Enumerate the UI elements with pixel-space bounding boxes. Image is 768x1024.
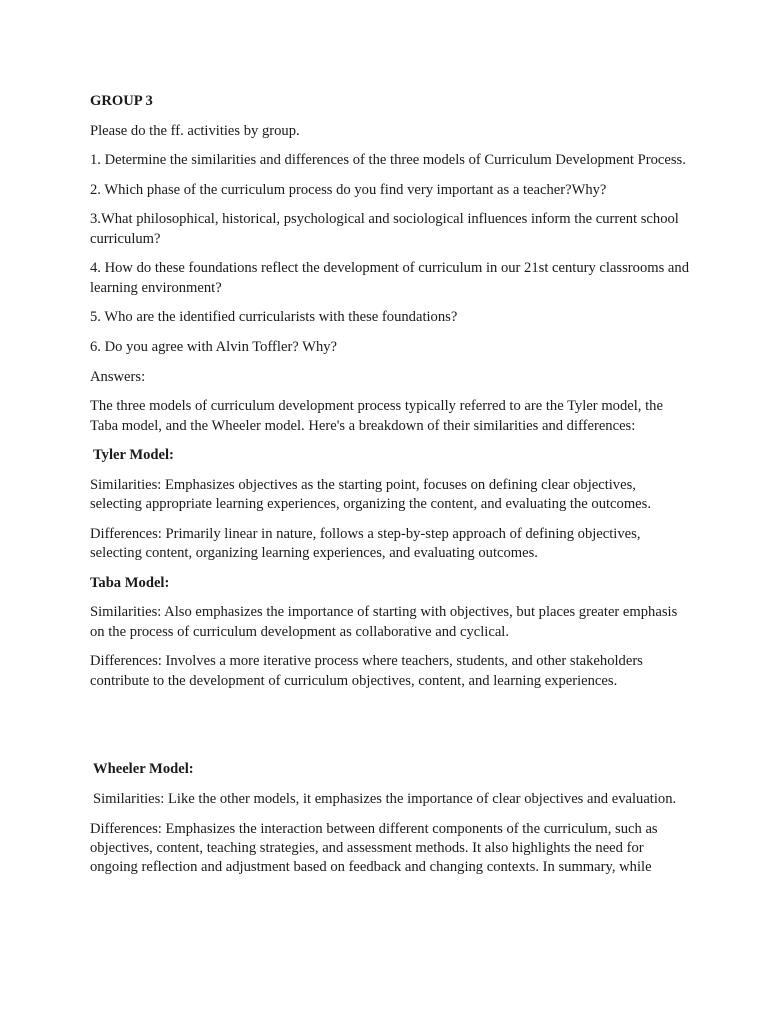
question-6: 6. Do you agree with Alvin Toffler? Why? (90, 338, 338, 355)
answers-intro: The three models of curriculum development process typically referred to are the Tyler model, the Taba model, and the Wheeler model. Here's a breakdown of their similarities and differences: (90, 398, 663, 434)
question-3: 3.What philosophical, historical, psychological and sociological influences inform the current school curriculum? (90, 211, 679, 247)
question-4: 4. How do these foundations reflect the development of curriculum in our 21st century classrooms and learning environment? (90, 260, 689, 296)
instruction-text: Please do the ff. activities by group. (90, 122, 300, 139)
group-title: GROUP 3 (90, 93, 153, 109)
wheeler-similarities: Similarities: Like the other models, it emphasizes the importance of clear objectives and evaluation. (93, 790, 677, 807)
question-2: 2. Which phase of the curriculum process do you find very important as a teacher?Why? (90, 181, 607, 198)
taba-differences: Differences: Involves a more iterative process where teachers, students, and other stakeholders contribute to the development of curriculum objectives, content, and learning experiences. (90, 653, 643, 689)
tyler-differences: Differences: Primarily linear in nature, follows a step-by-step approach of defining objectives, selecting content, organizing learning experiences, and evaluating outcomes. (90, 525, 641, 562)
answers-label: Answers: (90, 368, 146, 385)
question-5: 5. Who are the identified curricularists with these foundations? (90, 309, 458, 326)
document-page (90, 92, 690, 888)
blank-gap (90, 701, 690, 760)
question-1: 1. Determine the similarities and differences of the three models of Curriculum Development Process. (90, 152, 686, 169)
tyler-similarities: Similarities: Emphasizes objectives as the starting point, focuses on defining clear objectives, selecting appropriate learning experiences, organizing the content, and evaluating the outcomes. (90, 476, 651, 513)
taba-model-heading: Taba Model: (90, 574, 170, 591)
wheeler-differences: Differences: Emphasizes the interaction between different components of the curriculum, such as objectives, content, teaching strategies, and assessment methods. It also highlights the need for ongoing reflection and adjustment based on feedback and changing contexts. In summary, while (90, 820, 658, 876)
tyler-model-heading: Tyler Model: (93, 447, 174, 464)
wheeler-model-heading: Wheeler Model: (93, 761, 194, 778)
taba-similarities: Similarities: Also emphasizes the importance of starting with objectives, but places greater emphasis on the process of curriculum development as collaborative and cyclical. (90, 604, 678, 640)
